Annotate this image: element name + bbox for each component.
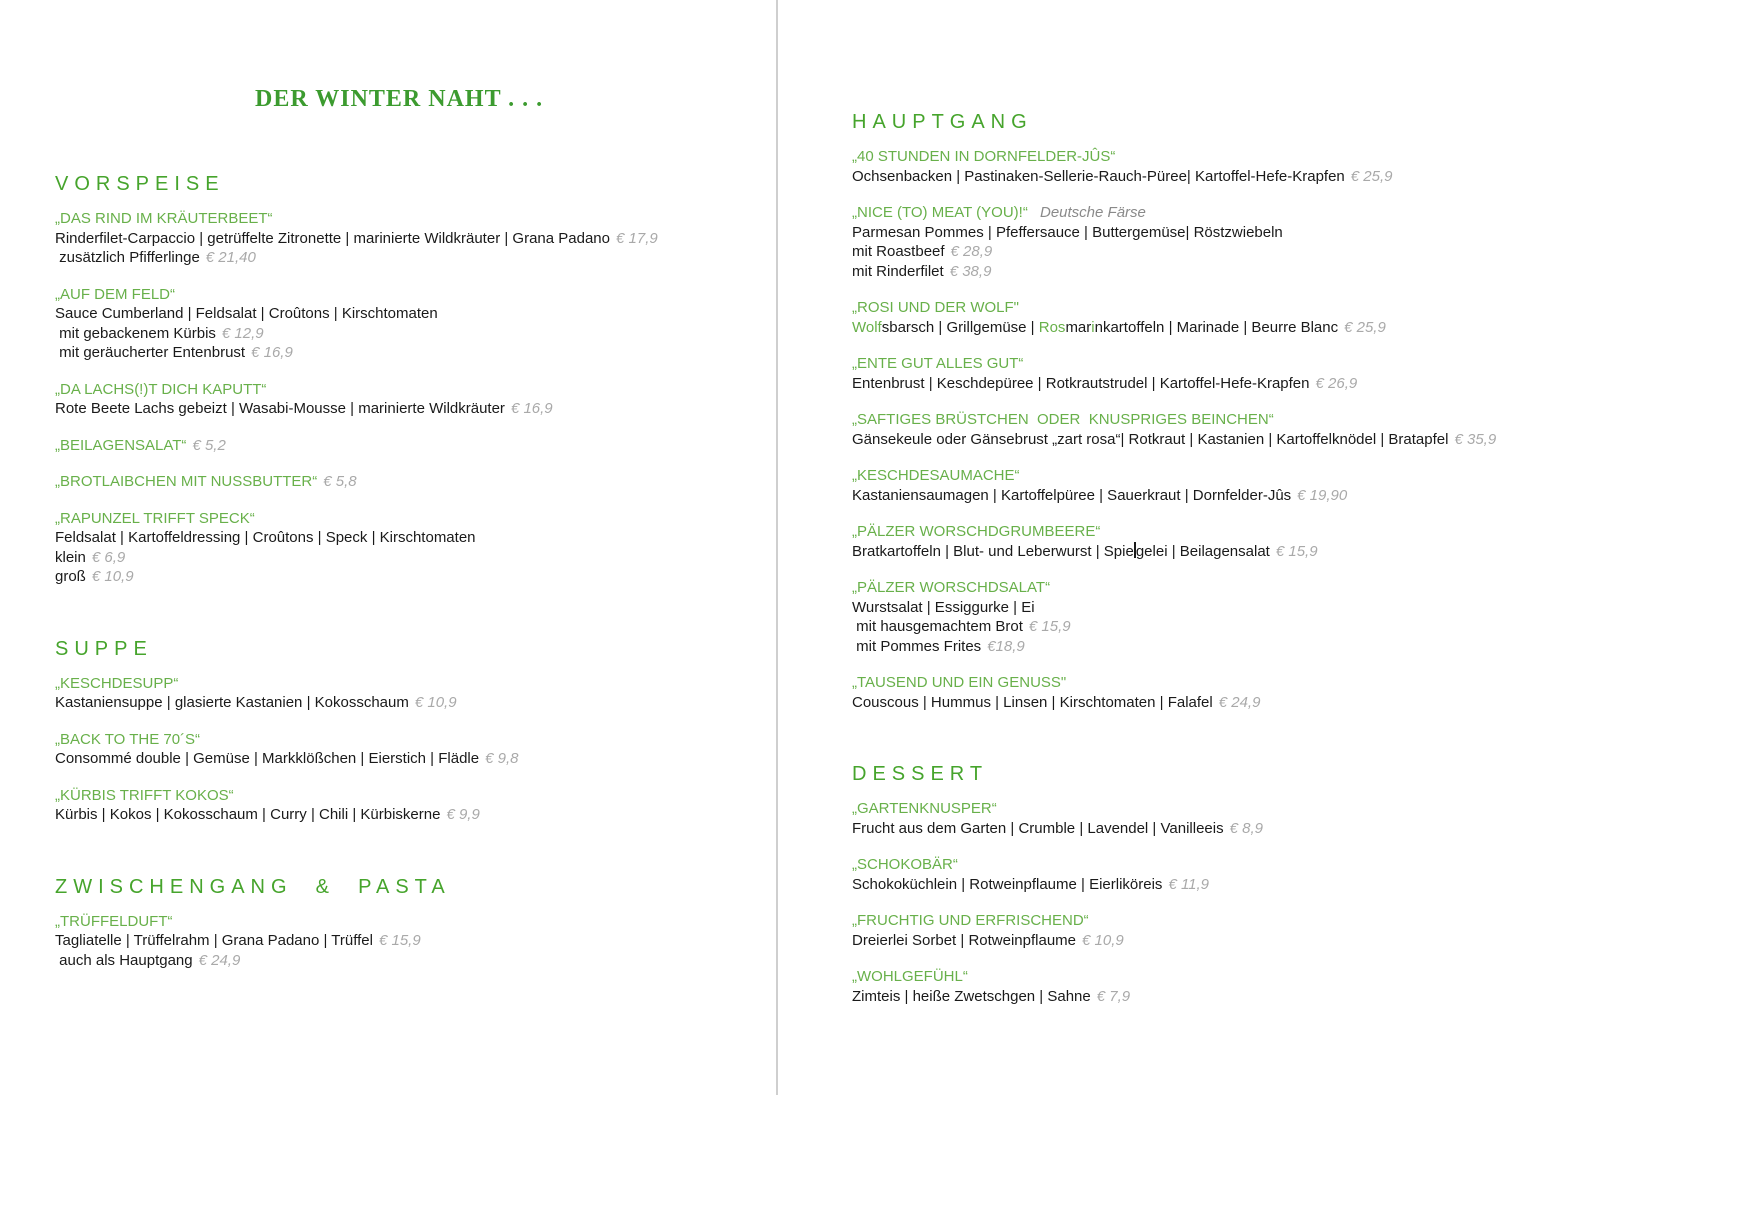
item-name: „KESCHDESUPP“ [55, 674, 179, 692]
menu-line[interactable] [852, 223, 1747, 243]
item-name: „TAUSEND UND EIN GENUSS" [852, 674, 1067, 691]
item-name: „KESCHDESAUMACHE“ [852, 467, 1020, 484]
item-text: Parmesan Pommes | Pfeffersauce | Buttergemüse| Röstzwiebeln [852, 223, 1283, 241]
item-text: nkartoffeln | Marinade | Beurre Blanc [1094, 318, 1339, 336]
item-price: € 9,9 [446, 806, 480, 823]
menu-line[interactable] [55, 343, 770, 363]
item-price: € 10,9 [91, 568, 134, 585]
item-name: „DAS RIND IM KRÄUTERBEET“ [55, 210, 273, 227]
menu-line[interactable] [852, 522, 1747, 542]
menu-item [55, 674, 770, 713]
menu-section [55, 873, 770, 971]
menu-line[interactable] [852, 673, 1747, 693]
item-text: zusätzlich Pfifferlinge [55, 249, 200, 266]
item-text: mar [1065, 318, 1092, 336]
item-name: „SAFTIGES BRÜSTCHEN ODER KNUSPRIGES BEINCHEN“ [852, 411, 1274, 428]
item-note: Deutsche Färse [1035, 204, 1146, 221]
menu-line[interactable] [55, 436, 770, 456]
section-heading[interactable]: HAUPTGANG [852, 111, 1033, 133]
item-text: Entenbrust | Keschdepüree | Rotkrautstrudel | Kartoffel-Hefe-Krapfen [852, 374, 1310, 392]
menu-line[interactable] [55, 730, 770, 750]
menu-line[interactable] [852, 466, 1747, 486]
item-text: sbarsch | Grillgemüse | [881, 318, 1039, 336]
menu-section [852, 108, 1747, 712]
menu-line[interactable] [852, 875, 1747, 895]
item-name: „40 STUNDEN IN DORNFELDER-JÛS“ [852, 148, 1116, 165]
menu-item [852, 203, 1747, 281]
menu-item [852, 147, 1747, 186]
menu-line[interactable] [55, 931, 770, 951]
item-name: „KÜRBIS TRIFFT KOKOS“ [55, 786, 234, 804]
item-text: mit Rinderfilet [852, 262, 944, 280]
menu-line[interactable] [55, 951, 770, 971]
item-name: „PÄLZER WORSCHDSALAT“ [852, 579, 1051, 596]
item-price: € 38,9 [949, 262, 992, 280]
item-price: € 10,9 [1082, 931, 1124, 949]
item-text: Sauce Cumberland | Feldsalat | Croûtons | Kirschtomaten [55, 305, 438, 322]
item-price: € 15,9 [1275, 542, 1318, 560]
menu-line[interactable] [852, 855, 1747, 875]
menu-section [852, 760, 1747, 1006]
item-price: € 5,8 [323, 473, 357, 490]
menu-line[interactable] [55, 674, 770, 694]
item-name: „GARTENKNUSPER“ [852, 800, 997, 817]
item-text: Ochsenbacken | Pastinaken-Sellerie-Rauch-Püree| Kartoffel-Hefe-Krapfen [852, 167, 1345, 185]
item-text: Zimteis | heiße Zwetschgen | Sahne [852, 987, 1091, 1005]
menu-line[interactable] [852, 598, 1747, 618]
menu-item [55, 380, 770, 419]
item-text: auch als Hauptgang [55, 951, 193, 969]
item-name: „SCHOKOBÄR“ [852, 856, 958, 873]
item-name: „AUF DEM FELD“ [55, 285, 175, 303]
item-price: € 24,9 [1218, 693, 1261, 711]
item-price: € 11,9 [1168, 875, 1210, 893]
menu-line[interactable] [852, 167, 1747, 187]
menu-line[interactable] [55, 528, 770, 548]
menu-item [852, 673, 1747, 712]
menu-line[interactable] [852, 799, 1747, 819]
menu-item [852, 967, 1747, 1006]
menu-item [852, 466, 1747, 505]
item-price: € 25,9 [1344, 318, 1386, 336]
section-heading[interactable]: DESSERT [852, 763, 989, 785]
item-text-highlight: Wolf [852, 318, 882, 336]
item-price: € 25,9 [1350, 167, 1393, 185]
page-title[interactable]: DER WINTER NAHT . . . [255, 86, 544, 112]
menu-line[interactable] [852, 819, 1747, 839]
menu-item [55, 285, 770, 363]
menu-line[interactable] [55, 399, 770, 419]
item-text: Frucht aus dem Garten | Crumble | Lavendel | Vanilleeis [852, 819, 1224, 837]
item-name: „PÄLZER WORSCHDGRUMBEERE“ [852, 523, 1101, 540]
menu-line[interactable] [55, 786, 770, 806]
item-text-highlight: i [1091, 318, 1095, 336]
menu-item [55, 472, 770, 492]
item-name: „ENTE GUT ALLES GUT“ [852, 355, 1024, 372]
menu-line[interactable] [55, 248, 770, 268]
item-name: „WOHLGEFÜHL“ [852, 968, 968, 985]
menu-line[interactable] [55, 805, 770, 825]
item-price: € 24,9 [198, 951, 241, 969]
menu-line[interactable] [852, 637, 1747, 657]
item-text: mit Roastbeef [852, 243, 945, 260]
item-name: „NICE (TO) MEAT (YOU)!“ [852, 204, 1028, 221]
item-name: „BROTLAIBCHEN MIT NUSSBUTTER“ [55, 473, 318, 490]
item-name: „DA LACHS(!)T DICH KAPUTT“ [55, 380, 267, 398]
item-text: Couscous | Hummus | Linsen | Kirschtomaten | Falafel [852, 693, 1213, 711]
item-text-highlight: Ros [1038, 318, 1066, 336]
menu-line[interactable] [852, 931, 1747, 951]
section-heading[interactable]: SUPPE [55, 637, 153, 660]
item-text: Feldsalat | Kartoffeldressing | Croûtons | Speck | Kirschtomaten [55, 529, 476, 546]
menu-line[interactable] [55, 472, 770, 492]
menu-line[interactable] [852, 578, 1747, 598]
item-price: € 19,90 [1297, 486, 1348, 504]
menu-line[interactable] [55, 567, 770, 587]
menu-item [852, 799, 1747, 838]
menu-line[interactable] [852, 486, 1747, 506]
item-text: Rote Beete Lachs gebeizt | Wasabi-Mousse | marinierte Wildkräuter [55, 400, 505, 417]
item-price: € 17,9 [616, 229, 658, 247]
menu-item [852, 410, 1747, 449]
item-text: mit gebackenem Kürbis [55, 324, 216, 342]
item-text: Kastaniensaumagen | Kartoffelpüree | Sauerkraut | Dornfelder-Jûs [852, 486, 1292, 504]
menu-line[interactable] [55, 304, 770, 324]
menu-item [852, 522, 1747, 561]
menu-item [55, 509, 770, 587]
section-heading[interactable]: ZWISCHENGANG & PASTA [55, 875, 451, 898]
item-price: € 8,9 [1229, 819, 1263, 837]
item-name: „FRUCHTIG UND ERFRISCHEND“ [852, 912, 1089, 929]
menu-line[interactable] [852, 203, 1747, 223]
menu-item [55, 209, 770, 268]
item-text: Gänsekeule oder Gänsebrust „zart rosa“| Rotkraut | Kastanien | Kartoffelknödel | Bratapfel [852, 430, 1449, 448]
menu-item [852, 578, 1747, 656]
item-price: € 28,9 [950, 243, 993, 260]
menu-line[interactable] [852, 911, 1747, 931]
item-price: € 7,9 [1096, 987, 1131, 1005]
menu-line[interactable] [55, 380, 770, 400]
item-text: Tagliatelle | Trüffelrahm | Grana Padano | Trüffel [55, 932, 373, 949]
item-price: € 21,40 [205, 249, 256, 266]
menu-line[interactable] [852, 318, 1747, 338]
menu-item [852, 911, 1747, 950]
menu-line[interactable] [852, 410, 1747, 430]
menu-line[interactable] [55, 693, 770, 713]
item-name: „TRÜFFELDUFT“ [55, 912, 173, 930]
item-text: mit hausgemachtem Brot [852, 618, 1023, 635]
menu-item [55, 730, 770, 769]
item-text: Bratkartoffeln | Blut- und Leberwurst | Spie [852, 542, 1134, 560]
menu-item [55, 436, 770, 456]
item-price: € 26,9 [1315, 374, 1358, 392]
item-price: € 6,9 [91, 548, 126, 566]
menu-line[interactable] [852, 987, 1747, 1007]
item-price: € 16,9 [510, 400, 553, 417]
item-text: gelei | Beilagensalat [1135, 542, 1270, 560]
menu-line[interactable] [55, 209, 770, 229]
item-text: Consommé double | Gemüse | Markklößchen | Eierstich | Flädle [55, 750, 480, 767]
menu-line[interactable] [55, 912, 770, 932]
item-text: mit geräucherter Entenbrust [55, 344, 246, 361]
menu-line[interactable] [852, 374, 1747, 394]
item-price: €18,9 [987, 637, 1025, 655]
menu-item [55, 786, 770, 825]
menu-item [55, 912, 770, 971]
menu-line[interactable] [55, 548, 770, 568]
item-name: „BEILAGENSALAT“ [55, 436, 187, 454]
item-text: groß [55, 568, 86, 585]
menu-line[interactable] [852, 430, 1747, 450]
section-heading[interactable]: VORSPEISE [55, 173, 225, 195]
item-price: € 15,9 [1028, 618, 1071, 635]
item-text: Dreierlei Sorbet | Rotweinpflaume [852, 931, 1076, 949]
item-name: „BACK TO THE 70´S“ [55, 730, 201, 748]
menu-line[interactable] [852, 617, 1747, 637]
item-price: € 35,9 [1454, 430, 1497, 448]
menu-line[interactable] [852, 147, 1747, 167]
item-price: € 10,9 [414, 694, 457, 711]
menu-line[interactable] [852, 298, 1747, 318]
menu-item [852, 298, 1747, 337]
column-divider [776, 0, 778, 1095]
item-name: „ROSI UND DER WOLF" [852, 299, 1019, 316]
item-text: Kastaniensuppe | glasierte Kastanien | Kokosschaum [55, 694, 409, 711]
menu-column-left [55, 84, 770, 987]
menu-item [852, 855, 1747, 894]
item-text: Schokoküchlein | Rotweinpflaume | Eierliköreis [852, 875, 1163, 893]
menu-line[interactable] [852, 693, 1747, 713]
item-text: klein [55, 548, 86, 566]
menu-line[interactable] [852, 967, 1747, 987]
menu-line[interactable] [852, 262, 1747, 282]
item-text: Rinderfilet-Carpaccio | getrüffelte Zitronette | marinierte Wildkräuter | Grana Padano [55, 229, 610, 247]
item-price: € 12,9 [221, 324, 264, 342]
menu-line[interactable] [55, 324, 770, 344]
menu-line[interactable] [852, 542, 1747, 562]
item-price: € 15,9 [378, 932, 421, 949]
menu-line[interactable] [852, 242, 1747, 262]
menu-item [852, 354, 1747, 393]
menu-section [55, 635, 770, 825]
item-text: Wurstsalat | Essiggurke | Ei [852, 598, 1035, 616]
item-price: € 9,8 [485, 750, 519, 767]
item-price: € 5,2 [192, 436, 226, 454]
menu-line[interactable] [55, 749, 770, 769]
item-price: € 16,9 [251, 344, 293, 361]
menu-column-right [852, 108, 1747, 1023]
item-text: mit Pommes Frites [852, 637, 982, 655]
item-name: „RAPUNZEL TRIFFT SPECK“ [55, 509, 255, 527]
menu-line[interactable] [55, 229, 770, 249]
menu-line[interactable] [852, 354, 1747, 374]
menu-section [55, 170, 770, 587]
item-text: Kürbis | Kokos | Kokosschaum | Curry | Chili | Kürbiskerne [55, 806, 441, 823]
menu-line[interactable] [55, 285, 770, 305]
menu-line[interactable] [55, 509, 770, 529]
